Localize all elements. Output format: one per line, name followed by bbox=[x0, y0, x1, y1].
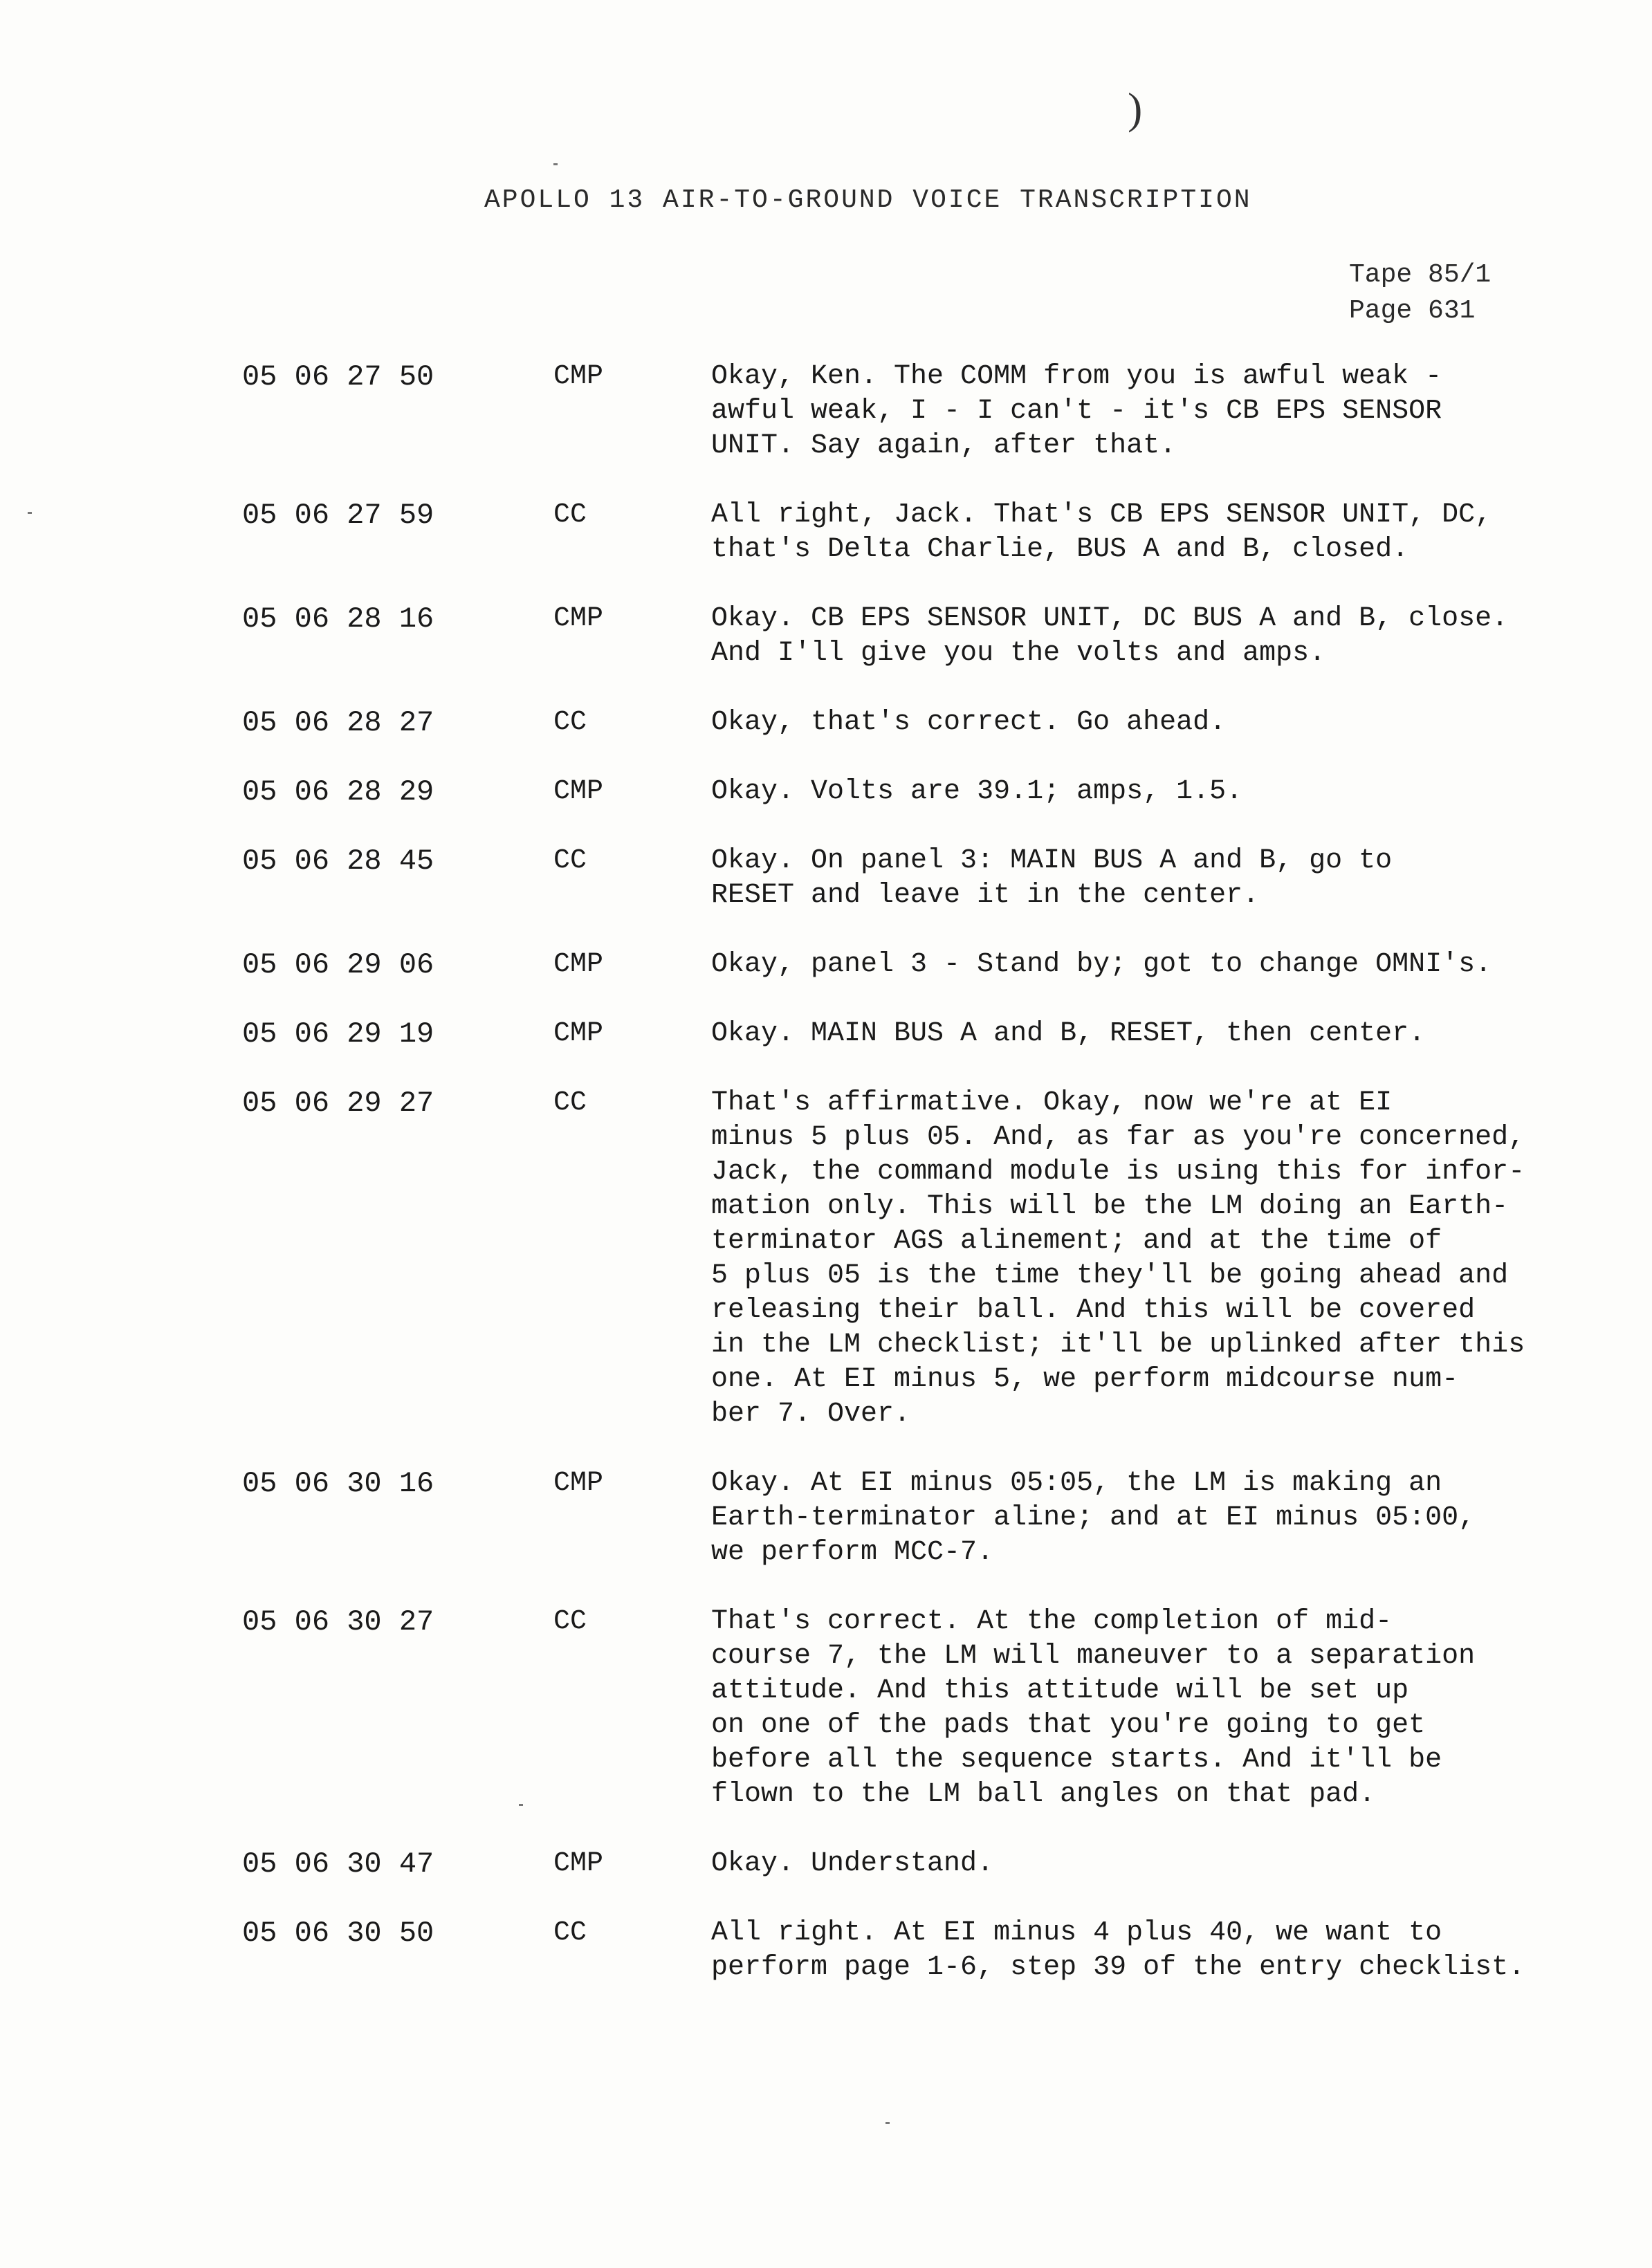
transcript-entry bbox=[242, 360, 1591, 463]
transcript-entry bbox=[242, 1847, 1591, 1881]
utterance: Okay. CB EPS SENSOR UNIT, DC BUS A and B, close. And I'll give you the volts and amps. bbox=[711, 603, 1509, 669]
timestamp: 05 06 30 27 bbox=[242, 1605, 434, 1639]
page-number: Page 631 bbox=[1349, 296, 1476, 326]
utterance: That's correct. At the completion of mid- course 7, the LM will maneuver to a separation attitude. And this attitude will be set up on one of the pads that you're going to get before all the sequence starts. And it'll be flown to the LM ball angles on that pad. bbox=[711, 1606, 1476, 1810]
utterance: Okay. MAIN BUS A and B, RESET, then center. bbox=[711, 1018, 1426, 1049]
speaker: CC bbox=[553, 1087, 587, 1118]
utterance: That's affirmative. Okay, now we're at EI minus 5 plus 05. And, as far as you're concerned, Jack, the command module is using this for infor- mation only. This will be the LM doing an Earth- terminator AGS alinement; and at the time of 5 plus 05 is the time they'll be going ahead and releasing their ball. And this will be covered in the LM checklist; it'll be uplinked after this one. At EI minus 5, we perform midcourse num- ber 7. Over. bbox=[711, 1087, 1525, 1430]
transcript-entry bbox=[242, 948, 1591, 982]
document-title: APOLLO 13 AIR-TO-GROUND VOICE TRANSCRIPTION bbox=[484, 185, 1252, 215]
transcript-entry bbox=[242, 844, 1591, 913]
speaker: CMP bbox=[553, 1468, 604, 1499]
transcript-entry bbox=[242, 602, 1591, 671]
speaker: CC bbox=[553, 499, 587, 531]
speaker: CMP bbox=[553, 361, 604, 392]
timestamp: 05 06 30 16 bbox=[242, 1467, 434, 1500]
utterance: Okay, Ken. The COMM from you is awful weak - awful weak, I - I can't - it's CB EPS SENSOR UNIT. Say again, after that. bbox=[711, 361, 1442, 461]
transcript-entry bbox=[242, 1605, 1591, 1812]
utterance: Okay, that's correct. Go ahead. bbox=[711, 707, 1227, 738]
speaker: CC bbox=[553, 845, 587, 876]
transcript-entry bbox=[242, 1466, 1591, 1570]
timestamp: 05 06 28 16 bbox=[242, 602, 434, 636]
timestamp: 05 06 28 27 bbox=[242, 706, 434, 739]
timestamp: 05 06 27 59 bbox=[242, 499, 434, 532]
tape-number: Tape 85/1 bbox=[1349, 260, 1492, 290]
utterance: Okay. On panel 3: MAIN BUS A and B, go to RESET and leave it in the center. bbox=[711, 845, 1393, 911]
timestamp: 05 06 29 27 bbox=[242, 1087, 434, 1120]
scan-speck bbox=[885, 2122, 890, 2124]
timestamp: 05 06 28 45 bbox=[242, 845, 434, 878]
utterance: Okay, panel 3 - Stand by; got to change OMNI's. bbox=[711, 949, 1492, 980]
scan-speck bbox=[28, 512, 32, 514]
timestamp: 05 06 27 50 bbox=[242, 360, 434, 394]
corner-mark: ) bbox=[1128, 84, 1143, 133]
transcript-entry bbox=[242, 1017, 1591, 1051]
transcript-entry bbox=[242, 498, 1591, 567]
speaker: CMP bbox=[553, 949, 604, 980]
timestamp: 05 06 30 47 bbox=[242, 1847, 434, 1881]
utterance: Okay. Volts are 39.1; amps, 1.5. bbox=[711, 776, 1243, 807]
transcript-entry bbox=[242, 1916, 1591, 1985]
timestamp: 05 06 29 19 bbox=[242, 1017, 434, 1051]
timestamp: 05 06 28 29 bbox=[242, 775, 434, 809]
timestamp: 05 06 30 50 bbox=[242, 1917, 434, 1950]
scan-speck bbox=[553, 163, 558, 165]
speaker: CMP bbox=[553, 1848, 604, 1879]
speaker: CMP bbox=[553, 776, 604, 807]
timestamp: 05 06 29 06 bbox=[242, 948, 434, 981]
speaker: CC bbox=[553, 707, 587, 738]
tape-page-info bbox=[1349, 257, 1491, 329]
speaker: CMP bbox=[553, 1018, 604, 1049]
utterance: Okay. At EI minus 05:05, the LM is making an Earth-terminator aline; and at EI minus 05:00, we perform MCC-7. bbox=[711, 1468, 1476, 1568]
transcript-entry bbox=[242, 706, 1591, 740]
speaker: CC bbox=[553, 1606, 587, 1637]
speaker: CMP bbox=[553, 603, 604, 634]
transcript-entry bbox=[242, 775, 1591, 809]
transcript-entries bbox=[242, 360, 1591, 1985]
speaker: CC bbox=[553, 1917, 587, 1948]
utterance: All right. At EI minus 4 plus 40, we want to perform page 1-6, step 39 of the entry checklist. bbox=[711, 1917, 1525, 1983]
utterance: Okay. Understand. bbox=[711, 1848, 994, 1879]
transcript-entry bbox=[242, 1086, 1591, 1432]
utterance: All right, Jack. That's CB EPS SENSOR UNIT, DC, that's Delta Charlie, BUS A and B, closed. bbox=[711, 499, 1492, 565]
